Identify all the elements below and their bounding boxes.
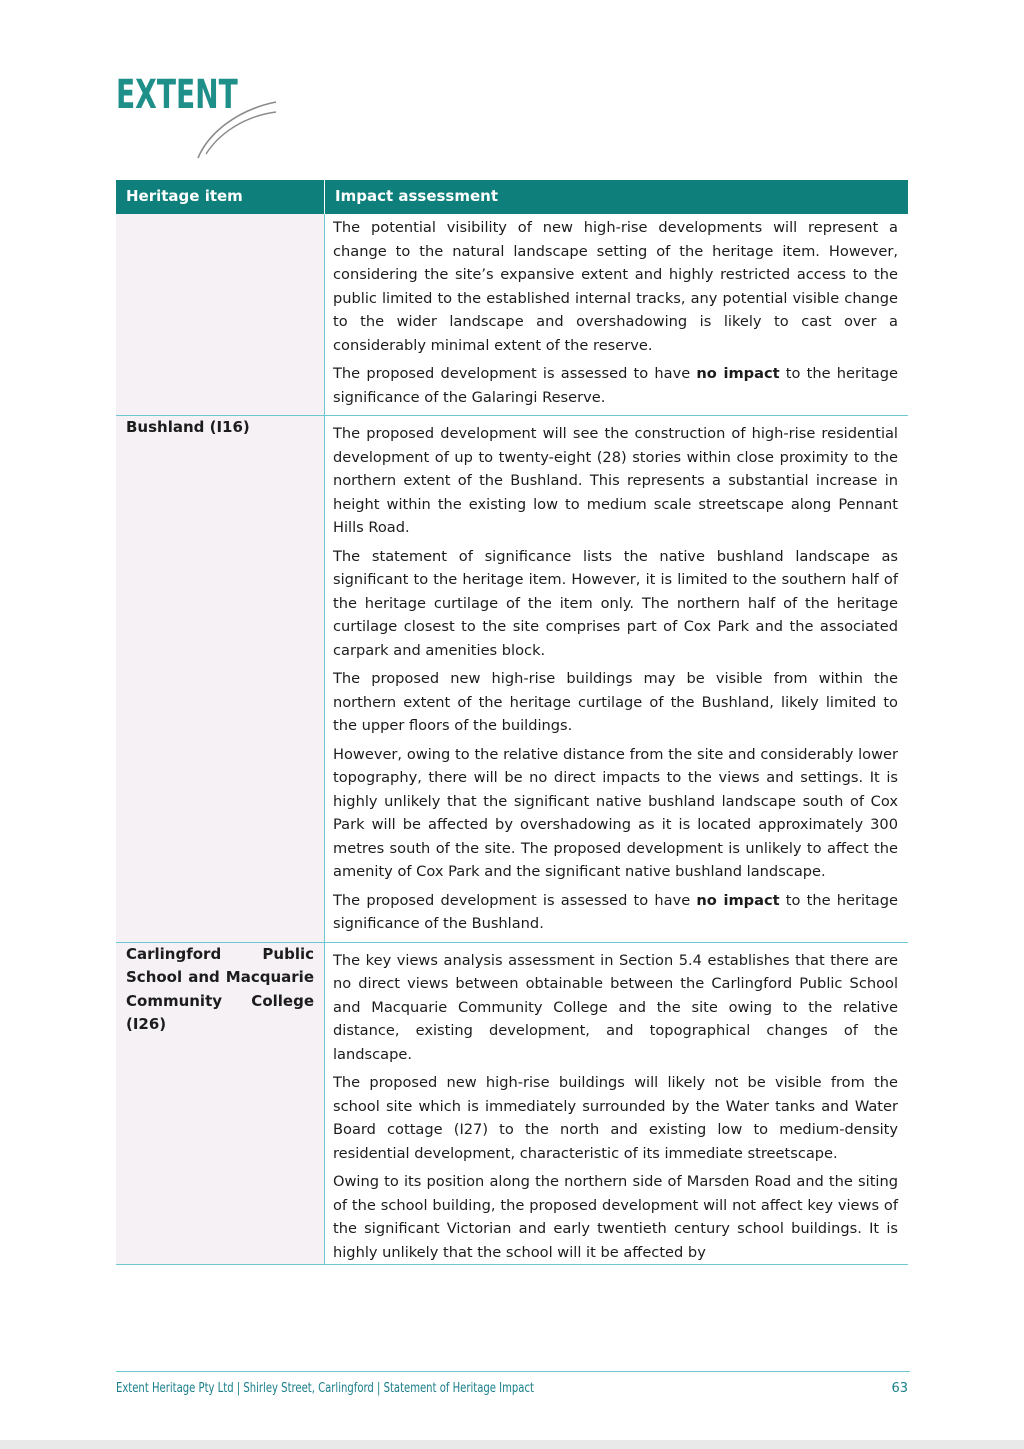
conclusion-pre: The proposed development is assessed to have: [333, 365, 697, 382]
table-header-row: [116, 180, 908, 214]
conclusion-impact-level: no impact: [696, 365, 780, 382]
footer-document-title: Extent Heritage Pty Ltd | Shirley Street, Carlingford | Statement of Heritage Impact: [116, 1381, 534, 1396]
heritage-item-label: Carlingford Public School and Macquarie Community College (I26): [126, 944, 314, 1033]
header-impact-assessment: Impact assessment: [325, 180, 909, 214]
table-row: [116, 416, 908, 943]
table-row: [116, 942, 908, 1265]
heritage-item-label: Bushland (I16): [126, 418, 250, 436]
heritage-item-cell: [116, 214, 325, 416]
page-edge: [0, 1440, 1024, 1449]
conclusion-impact-level: no impact: [696, 891, 780, 909]
impact-assessment-cell: [325, 416, 909, 943]
assessment-paragraph: Owing to its position along the northern side of Marsden Road and the siting of the school building, the proposed development will not affect key views of the significant Victorian and early twentieth century school buildings. It is highly unlikely that the school will it be affected by: [333, 1173, 898, 1261]
assessment-paragraph: The statement of significance lists the native bushland landscape as significant to the heritage item. However, it is limited to the southern half of the heritage curtilage of the item only. The northern half of the heritage curtilage closest to the site comprises part of Cox Park and the associated carpark and amenities block.: [333, 547, 898, 659]
assessment-paragraph: The key views analysis assessment in Section 5.4 establishes that there are no direct views between obtainable between the Carlingford Public School and Macquarie Community College and the site owing to the relative distance, existing development, and topographical changes of the landscape.: [333, 951, 898, 1063]
heritage-item-cell: [116, 942, 325, 1265]
impact-assessment-cell: [325, 214, 909, 416]
assessment-conclusion: [333, 362, 898, 409]
logo-wordmark: EXTENT: [116, 72, 238, 118]
footer-divider: [116, 1371, 910, 1372]
assessment-paragraph: The proposed development will see the construction of high-rise residential development of up to twenty-eight (28) stories within close proximity to the northern extent of the Bushland. This represents a substantial increase in height within the existing low to medium scale streetscape along Pennant Hills Road.: [333, 425, 898, 536]
conclusion-post: to the heritage significance of the Bushland.: [333, 891, 898, 932]
table-row: [116, 214, 908, 416]
impact-assessment-cell: [325, 942, 909, 1265]
page-number: 63: [891, 1381, 908, 1396]
heritage-item-cell: [116, 416, 325, 943]
assessment-paragraph: The potential visibility of new high-rise developments will represent a change to the natural landscape setting of the heritage item. However, considering the site’s expansive extent and highly restricted access to the public limited to the established internal tracks, any potential visible change to the wider landscape and overshadowing is likely to cast over a considerably minimal extent of the reserve.: [333, 219, 898, 354]
assessment-paragraph: The proposed new high-rise buildings may be visible from within the northern extent of the heritage curtilage of the Bushland, likely limited to the upper floors of the buildings.: [333, 670, 898, 734]
heritage-impact-table: [116, 180, 908, 1265]
conclusion-pre: The proposed development is assessed to have: [333, 891, 697, 909]
logo-swoosh-icon: [186, 98, 278, 160]
extent-logo: [116, 68, 286, 163]
conclusion-post: to the heritage significance of the Galaringi Reserve.: [333, 365, 898, 406]
assessment-conclusion: [333, 889, 898, 936]
header-heritage-item: Heritage item: [116, 180, 325, 214]
assessment-paragraph: However, owing to the relative distance from the site and considerably lower topography, there will be no direct impacts to the views and settings. It is highly unlikely that the significant native bushland landscape south of Cox Park will be affected by overshadowing as it is located approximately 300 metres south of the site. The proposed development is unlikely to affect the amenity of Cox Park and the significant native bushland landscape.: [333, 745, 898, 880]
assessment-paragraph: The proposed new high-rise buildings will likely not be visible from the school site which is immediately surrounded by the Water tanks and Water Board cottage (I27) to the north and existing low to medium-density residential development, characteristic of its immediate streetscape.: [333, 1074, 898, 1162]
